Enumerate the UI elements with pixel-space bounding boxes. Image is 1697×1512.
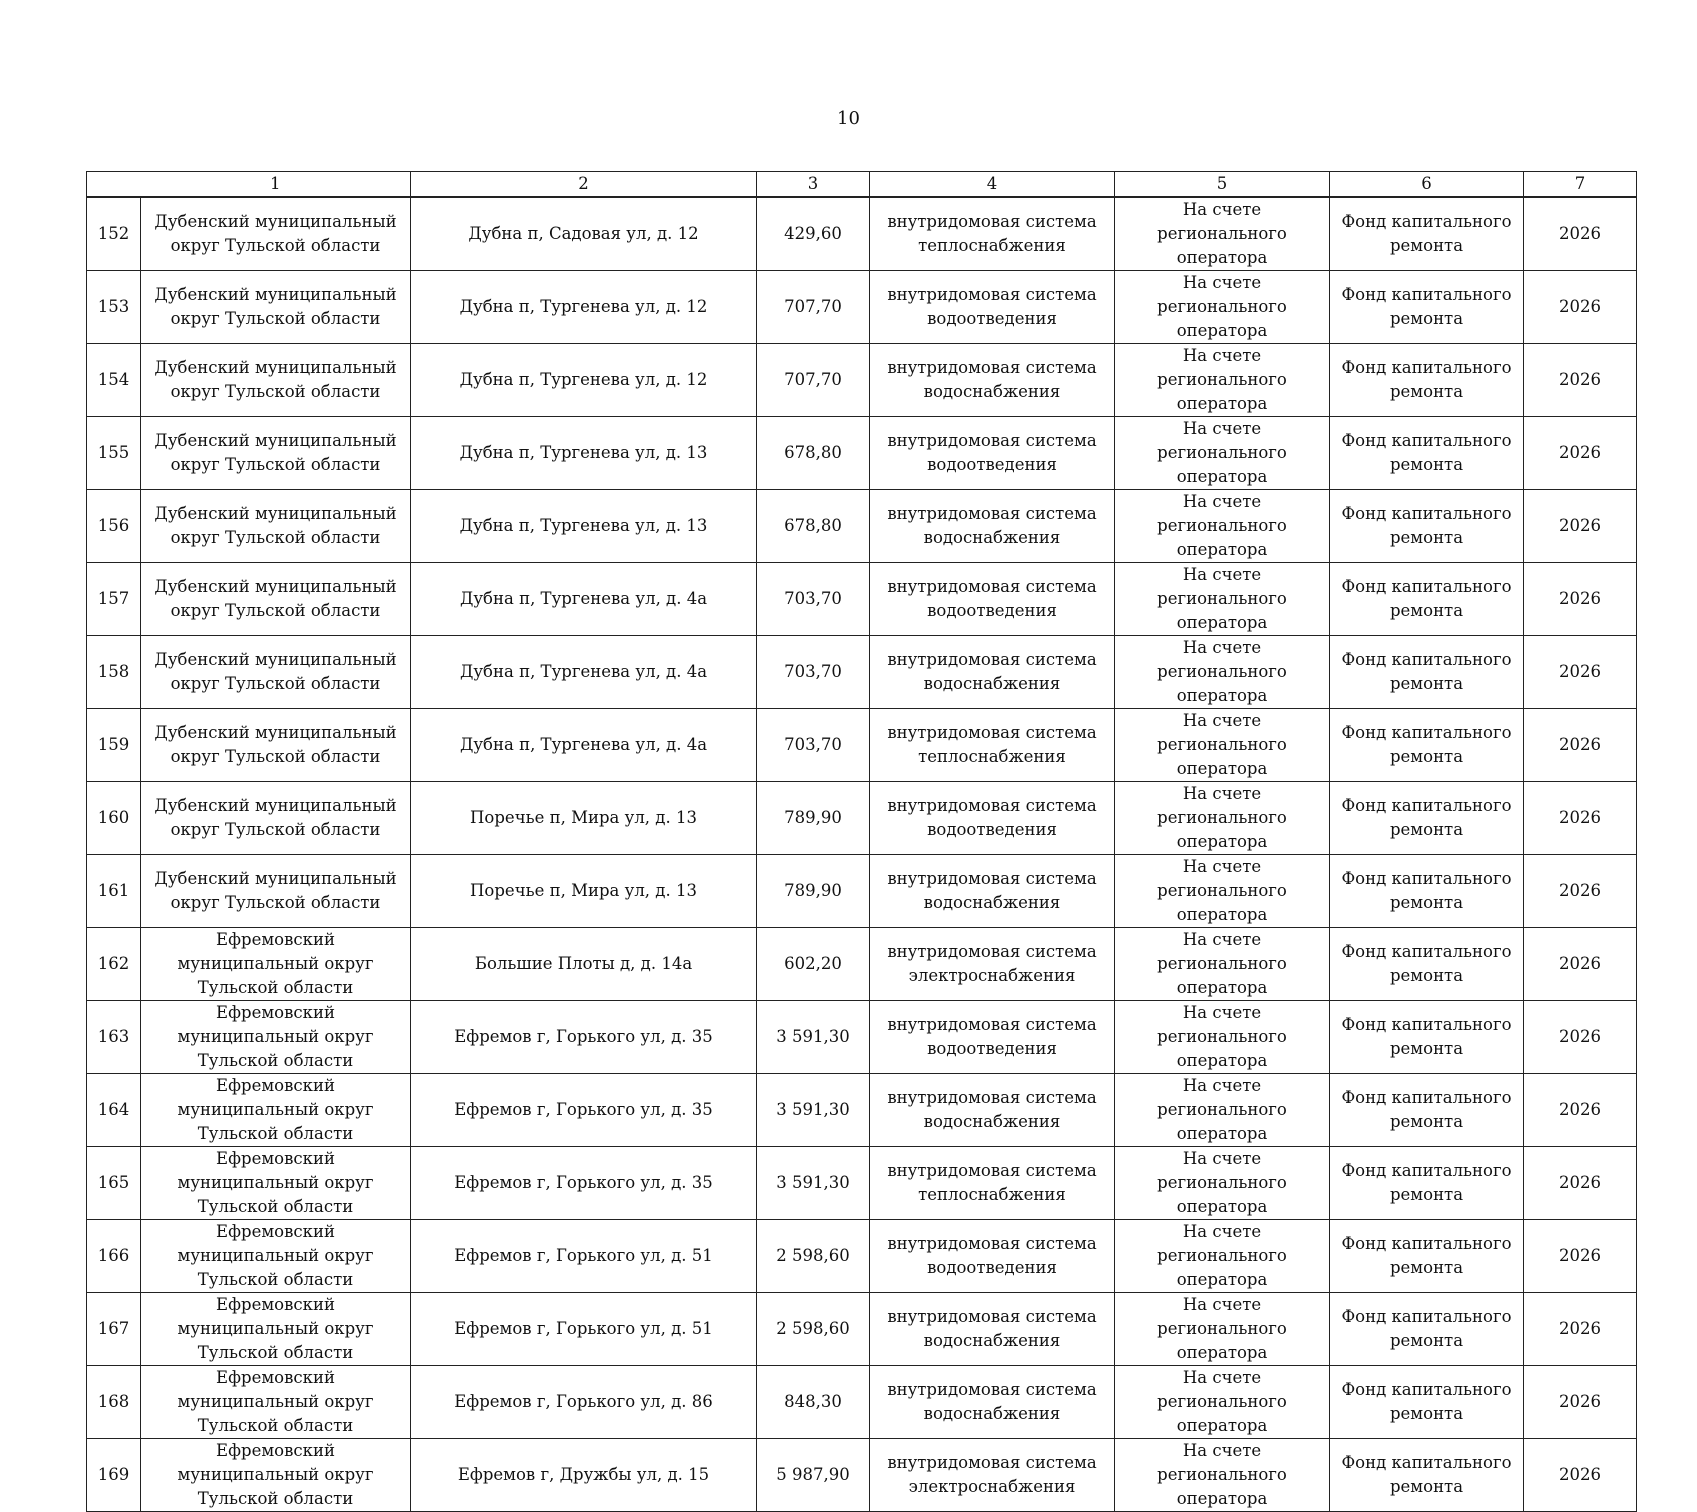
- address-cell: Ефремов г, Горького ул, д. 35: [411, 1147, 757, 1220]
- account-cell: На счете регионального оператора: [1115, 563, 1330, 636]
- municipality-cell: Ефремовский муниципальный округ Тульской области: [141, 1293, 411, 1366]
- year-cell: 2026: [1524, 709, 1637, 782]
- account-cell: На счете регионального оператора: [1115, 271, 1330, 344]
- year-cell: 2026: [1524, 636, 1637, 709]
- account-cell: На счете регионального оператора: [1115, 1147, 1330, 1220]
- system-type-cell: внутридомовая система водоснабжения: [870, 636, 1115, 709]
- municipality-cell: Дубенский муниципальный округ Тульской области: [141, 563, 411, 636]
- account-cell: На счете регионального оператора: [1115, 782, 1330, 855]
- municipality-cell: Ефремовский муниципальный округ Тульской области: [141, 1001, 411, 1074]
- municipality-cell: Дубенский муниципальный округ Тульской области: [141, 417, 411, 490]
- municipality-cell: Дубенский муниципальный округ Тульской области: [141, 490, 411, 563]
- year-cell: 2026: [1524, 1439, 1637, 1512]
- year-cell: 2026: [1524, 1074, 1637, 1147]
- area-cell: 703,70: [757, 563, 870, 636]
- row-number-cell: 159: [87, 709, 141, 782]
- account-cell: На счете регионального оператора: [1115, 417, 1330, 490]
- account-cell: На счете регионального оператора: [1115, 490, 1330, 563]
- system-type-cell: внутридомовая система водоснабжения: [870, 1074, 1115, 1147]
- address-cell: Дубна п, Тургенева ул, д. 12: [411, 271, 757, 344]
- municipality-cell: Ефремовский муниципальный округ Тульской области: [141, 1366, 411, 1439]
- area-cell: 789,90: [757, 855, 870, 928]
- table-row: [87, 1293, 1637, 1366]
- address-cell: Поречье п, Мира ул, д. 13: [411, 782, 757, 855]
- funding-source-cell: Фонд капитального ремонта: [1330, 1147, 1524, 1220]
- table-row: [87, 271, 1637, 344]
- account-cell: На счете регионального оператора: [1115, 1220, 1330, 1293]
- header-cell-2: 2: [411, 172, 757, 198]
- address-cell: Дубна п, Тургенева ул, д. 13: [411, 490, 757, 563]
- account-cell: На счете регионального оператора: [1115, 1366, 1330, 1439]
- funding-source-cell: Фонд капитального ремонта: [1330, 344, 1524, 417]
- table-header: [87, 172, 1637, 198]
- funding-source-cell: Фонд капитального ремонта: [1330, 1366, 1524, 1439]
- funding-source-cell: Фонд капитального ремонта: [1330, 271, 1524, 344]
- area-cell: 707,70: [757, 344, 870, 417]
- address-cell: Ефремов г, Горького ул, д. 51: [411, 1220, 757, 1293]
- funding-source-cell: Фонд капитального ремонта: [1330, 709, 1524, 782]
- row-number-cell: 155: [87, 417, 141, 490]
- row-number-cell: 160: [87, 782, 141, 855]
- row-number-cell: 157: [87, 563, 141, 636]
- municipality-cell: Ефремовский муниципальный округ Тульской области: [141, 1220, 411, 1293]
- area-cell: 429,60: [757, 197, 870, 271]
- municipality-cell: Дубенский муниципальный округ Тульской области: [141, 855, 411, 928]
- municipality-cell: Дубенский муниципальный округ Тульской области: [141, 782, 411, 855]
- area-cell: 678,80: [757, 417, 870, 490]
- municipality-cell: Дубенский муниципальный округ Тульской области: [141, 636, 411, 709]
- row-number-cell: 167: [87, 1293, 141, 1366]
- address-cell: Ефремов г, Горького ул, д. 35: [411, 1074, 757, 1147]
- row-number-cell: 165: [87, 1147, 141, 1220]
- system-type-cell: внутридомовая система электроснабжения: [870, 1439, 1115, 1512]
- account-cell: На счете регионального оператора: [1115, 1439, 1330, 1512]
- header-cell-1: 1: [141, 172, 411, 198]
- header-cell-7: 7: [1524, 172, 1637, 198]
- area-cell: 2 598,60: [757, 1220, 870, 1293]
- address-cell: Дубна п, Тургенева ул, д. 13: [411, 417, 757, 490]
- area-cell: 5 987,90: [757, 1439, 870, 1512]
- header-cell-5: 5: [1115, 172, 1330, 198]
- funding-source-cell: Фонд капитального ремонта: [1330, 1293, 1524, 1366]
- area-cell: 602,20: [757, 928, 870, 1001]
- account-cell: На счете регионального оператора: [1115, 1001, 1330, 1074]
- table-row: [87, 1439, 1637, 1512]
- area-cell: 707,70: [757, 271, 870, 344]
- municipality-cell: Ефремовский муниципальный округ Тульской области: [141, 1439, 411, 1512]
- address-cell: Дубна п, Тургенева ул, д. 4а: [411, 563, 757, 636]
- year-cell: 2026: [1524, 344, 1637, 417]
- address-cell: Ефремов г, Дружбы ул, д. 15: [411, 1439, 757, 1512]
- year-cell: 2026: [1524, 490, 1637, 563]
- system-type-cell: внутридомовая система водоотведения: [870, 563, 1115, 636]
- table-row: [87, 636, 1637, 709]
- area-cell: 703,70: [757, 636, 870, 709]
- table-row: [87, 1147, 1637, 1220]
- system-type-cell: внутридомовая система водоснабжения: [870, 490, 1115, 563]
- row-number-cell: 169: [87, 1439, 141, 1512]
- header-row: [87, 172, 1637, 198]
- area-cell: 3 591,30: [757, 1001, 870, 1074]
- address-cell: Ефремов г, Горького ул, д. 51: [411, 1293, 757, 1366]
- row-number-cell: 166: [87, 1220, 141, 1293]
- system-type-cell: внутридомовая система водоснабжения: [870, 855, 1115, 928]
- area-cell: 3 591,30: [757, 1074, 870, 1147]
- table-row: [87, 417, 1637, 490]
- year-cell: 2026: [1524, 563, 1637, 636]
- year-cell: 2026: [1524, 855, 1637, 928]
- address-cell: Дубна п, Тургенева ул, д. 4а: [411, 709, 757, 782]
- municipality-cell: Дубенский муниципальный округ Тульской области: [141, 197, 411, 271]
- funding-source-cell: Фонд капитального ремонта: [1330, 1220, 1524, 1293]
- funding-source-cell: Фонд капитального ремонта: [1330, 197, 1524, 271]
- row-number-cell: 164: [87, 1074, 141, 1147]
- area-cell: 703,70: [757, 709, 870, 782]
- table-row: [87, 490, 1637, 563]
- account-cell: На счете регионального оператора: [1115, 344, 1330, 417]
- year-cell: 2026: [1524, 1001, 1637, 1074]
- year-cell: 2026: [1524, 1220, 1637, 1293]
- year-cell: 2026: [1524, 417, 1637, 490]
- municipality-cell: Ефремовский муниципальный округ Тульской области: [141, 928, 411, 1001]
- table-row: [87, 709, 1637, 782]
- row-number-cell: 153: [87, 271, 141, 344]
- system-type-cell: внутридомовая система водоснабжения: [870, 344, 1115, 417]
- row-number-cell: 158: [87, 636, 141, 709]
- row-number-cell: 162: [87, 928, 141, 1001]
- row-number-cell: 168: [87, 1366, 141, 1439]
- system-type-cell: внутридомовая система водоснабжения: [870, 1366, 1115, 1439]
- system-type-cell: внутридомовая система теплоснабжения: [870, 197, 1115, 271]
- area-cell: 789,90: [757, 782, 870, 855]
- funding-source-cell: Фонд капитального ремонта: [1330, 1001, 1524, 1074]
- table-row: [87, 563, 1637, 636]
- area-cell: 848,30: [757, 1366, 870, 1439]
- year-cell: 2026: [1524, 1293, 1637, 1366]
- address-cell: Поречье п, Мира ул, д. 13: [411, 855, 757, 928]
- table-row: [87, 197, 1637, 271]
- system-type-cell: внутридомовая система водоотведения: [870, 1001, 1115, 1074]
- funding-source-cell: Фонд капитального ремонта: [1330, 1439, 1524, 1512]
- header-cell-4: 4: [870, 172, 1115, 198]
- table-row: [87, 782, 1637, 855]
- system-type-cell: внутридомовая система водоснабжения: [870, 1293, 1115, 1366]
- address-cell: Дубна п, Садовая ул, д. 12: [411, 197, 757, 271]
- area-cell: 678,80: [757, 490, 870, 563]
- year-cell: 2026: [1524, 271, 1637, 344]
- funding-source-cell: Фонд капитального ремонта: [1330, 417, 1524, 490]
- area-cell: 2 598,60: [757, 1293, 870, 1366]
- header-cell-3: 3: [757, 172, 870, 198]
- year-cell: 2026: [1524, 928, 1637, 1001]
- account-cell: На счете регионального оператора: [1115, 197, 1330, 271]
- year-cell: 2026: [1524, 1366, 1637, 1439]
- system-type-cell: внутридомовая система теплоснабжения: [870, 1147, 1115, 1220]
- account-cell: На счете регионального оператора: [1115, 1293, 1330, 1366]
- funding-source-cell: Фонд капитального ремонта: [1330, 1074, 1524, 1147]
- table-row: [87, 855, 1637, 928]
- table-row: [87, 1074, 1637, 1147]
- table-row: [87, 928, 1637, 1001]
- funding-source-cell: Фонд капитального ремонта: [1330, 563, 1524, 636]
- funding-source-cell: Фонд капитального ремонта: [1330, 490, 1524, 563]
- address-cell: Дубна п, Тургенева ул, д. 12: [411, 344, 757, 417]
- table-row: [87, 1001, 1637, 1074]
- system-type-cell: внутридомовая система водоотведения: [870, 417, 1115, 490]
- address-cell: Большие Плоты д, д. 14а: [411, 928, 757, 1001]
- municipality-cell: Ефремовский муниципальный округ Тульской области: [141, 1147, 411, 1220]
- address-cell: Дубна п, Тургенева ул, д. 4а: [411, 636, 757, 709]
- system-type-cell: внутридомовая система теплоснабжения: [870, 709, 1115, 782]
- row-number-cell: 156: [87, 490, 141, 563]
- system-type-cell: внутридомовая система электроснабжения: [870, 928, 1115, 1001]
- area-cell: 3 591,30: [757, 1147, 870, 1220]
- account-cell: На счете регионального оператора: [1115, 928, 1330, 1001]
- year-cell: 2026: [1524, 197, 1637, 271]
- funding-source-cell: Фонд капитального ремонта: [1330, 855, 1524, 928]
- table-body: [87, 197, 1637, 1512]
- table-row: [87, 344, 1637, 417]
- funding-source-cell: Фонд капитального ремонта: [1330, 636, 1524, 709]
- row-number-cell: 154: [87, 344, 141, 417]
- row-number-cell: 152: [87, 197, 141, 271]
- municipality-cell: Дубенский муниципальный округ Тульской области: [141, 344, 411, 417]
- system-type-cell: внутридомовая система водоотведения: [870, 782, 1115, 855]
- table-row: [87, 1220, 1637, 1293]
- account-cell: На счете регионального оператора: [1115, 636, 1330, 709]
- municipality-cell: Дубенский муниципальный округ Тульской области: [141, 709, 411, 782]
- header-cell-empty: [87, 172, 141, 198]
- year-cell: 2026: [1524, 782, 1637, 855]
- funding-source-cell: Фонд капитального ремонта: [1330, 782, 1524, 855]
- account-cell: На счете регионального оператора: [1115, 709, 1330, 782]
- funding-source-cell: Фонд капитального ремонта: [1330, 928, 1524, 1001]
- municipality-cell: Дубенский муниципальный округ Тульской области: [141, 271, 411, 344]
- row-number-cell: 161: [87, 855, 141, 928]
- account-cell: На счете регионального оператора: [1115, 855, 1330, 928]
- page-number: 10: [837, 108, 860, 129]
- address-cell: Ефремов г, Горького ул, д. 86: [411, 1366, 757, 1439]
- municipality-cell: Ефремовский муниципальный округ Тульской области: [141, 1074, 411, 1147]
- header-cell-6: 6: [1330, 172, 1524, 198]
- row-number-cell: 163: [87, 1001, 141, 1074]
- year-cell: 2026: [1524, 1147, 1637, 1220]
- system-type-cell: внутридомовая система водоотведения: [870, 271, 1115, 344]
- account-cell: На счете регионального оператора: [1115, 1074, 1330, 1147]
- registry-table: [86, 171, 1637, 1512]
- table-row: [87, 1366, 1637, 1439]
- address-cell: Ефремов г, Горького ул, д. 35: [411, 1001, 757, 1074]
- system-type-cell: внутридомовая система водоотведения: [870, 1220, 1115, 1293]
